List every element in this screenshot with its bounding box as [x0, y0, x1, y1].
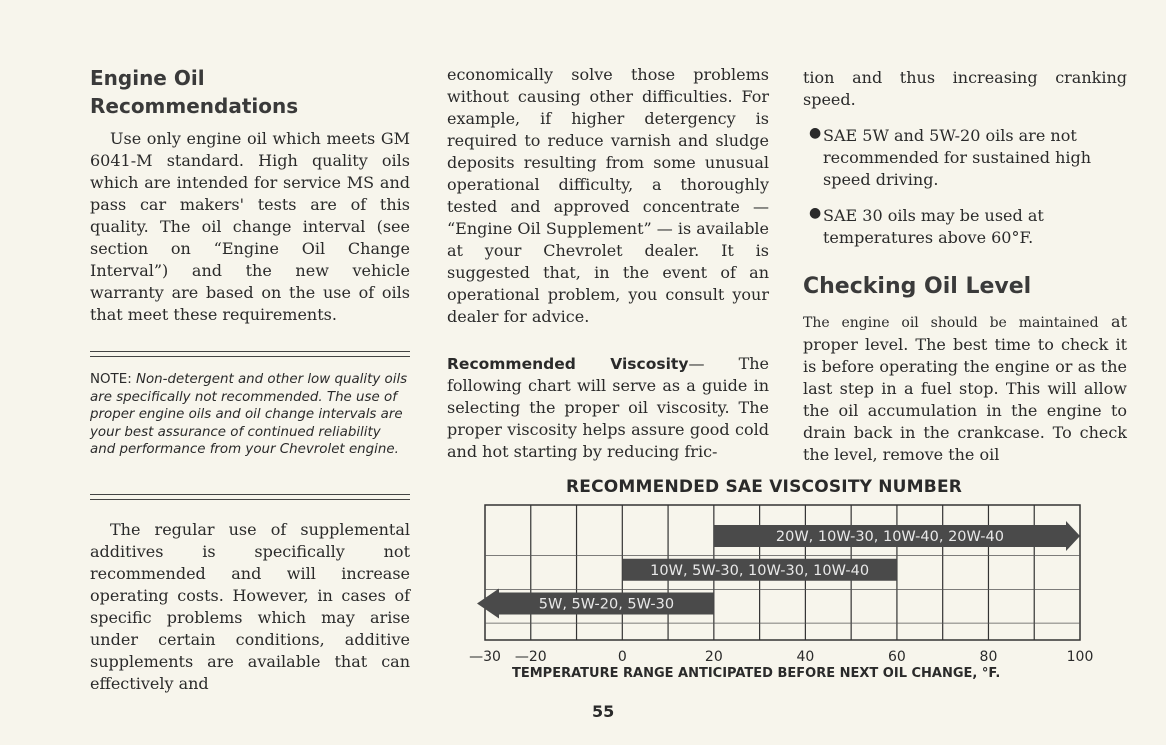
viscosity-range-label: 20W, 10W-30, 10W-40, 20W-40	[775, 529, 1004, 545]
x-tick-label: —20	[514, 649, 547, 665]
title-line-1: Engine Oil	[90, 66, 205, 90]
supplement-paragraph: economically solve those problems without causing other difficulties. For example, if higher detergency is required to reduce varnish and sludge deposits resulting from some unusual operational difficulty, a thoroughly tested and approved concentrate — “Engine Oil Supplement” — is available at your Chevrolet dealer. It is suggested that, in the event of an operational problem, you consult your dealer for advice.	[447, 65, 770, 326]
chart-title: RECOMMENDED SAE VISCOSITY NUMBER	[566, 477, 963, 497]
x-tick-label: 20	[704, 649, 723, 665]
oil-level-text: at proper level. The best time to check it is before operating the engine or as the last step in a fuel stop. This will allow the oil accumulation in the engine to drain back in the crankcase. To check the level, remove the oil	[803, 312, 1127, 464]
title-line-2: Recommendations	[90, 94, 299, 118]
viscosity-heading: Recommended Viscosity	[447, 355, 689, 373]
viscosity-text: — The following chart will serve as a guide in selecting the proper oil viscosity. The proper viscosity helps assure good cold and hot starting by reducing fric-	[447, 354, 770, 461]
bullet-dot-icon: ●	[809, 125, 822, 141]
page-number: 55	[592, 702, 615, 721]
bullet-dot-icon: ●	[809, 205, 822, 221]
x-tick-label: 80	[979, 649, 998, 665]
viscosity-range-label: 10W, 5W-30, 10W-30, 10W-40	[650, 562, 870, 579]
x-tick-label: —30	[469, 649, 501, 665]
additives-paragraph: The regular use of supplemental additives is specifically not recommended and will increase operating costs. However, in cases of specific problems which may arise under certain conditions, additive supplements are available that can effectively and	[90, 520, 410, 693]
bullet-text: SAE 5W and 5W-20 oils are not recommended for sustained high speed driving.	[823, 126, 1092, 189]
note-text: Non-detergent and other low quality oils are specifically not recommended. The use of proper engine oils and oil change intervals are your best assurance of continued reliability and performance from your Chevrolet engine.	[90, 372, 408, 457]
oil-level-lead: The engine oil should be maintained	[803, 315, 1099, 331]
cranking-paragraph: tion and thus increasing cranking speed.	[803, 68, 1127, 109]
x-tick-label: 40	[796, 649, 815, 665]
chart-x-axis-label: TEMPERATURE RANGE ANTICIPATED BEFORE NEXT OIL CHANGE, °F.	[512, 666, 1001, 681]
note-label: NOTE:	[90, 372, 136, 387]
checking-oil-level-title: Checking Oil Level	[803, 274, 1032, 299]
x-tick-label: 60	[888, 649, 906, 665]
bullet-text: SAE 30 oils may be used at temperatures above 60°F.	[823, 206, 1044, 247]
oil-standard-paragraph: Use only engine oil which meets GM 6041-M standard. High quality oils which are intended for service MS and pass car makers' tests are of this quality. The oil change interval (see section on “Engine Oil Change Interval”) and the new vehicle warranty are based on the use of oils that meet these requirements.	[90, 129, 410, 324]
x-tick-label: 0	[617, 649, 627, 665]
x-tick-label: 100	[1066, 649, 1094, 665]
viscosity-range-label: 5W, 5W-20, 5W-30	[538, 596, 675, 613]
